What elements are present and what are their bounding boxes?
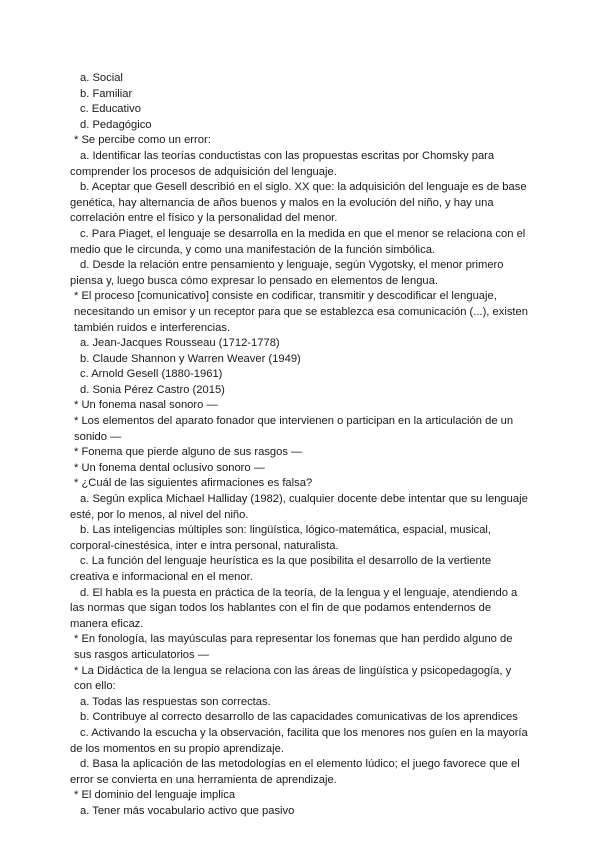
answer-option: c. Activando la escucha y la observación, facilita que los menores nos guíen en la mayoría de los momentos en su propio aprendizaje. <box>70 726 528 755</box>
answer-option: b. Las inteligencias múltiples son: lingüística, lógico-matemática, espacial, musical, corporal-cinestésica, inter e intra personal, naturalista. <box>70 524 492 552</box>
question-line: * El proceso [comunicativo] consiste en codificar, transmitir y descodificar el lenguaje, necesitando un emisor y un receptor para que se establezca esa comunicación (...), existen también ruidos e interferencias. <box>74 290 528 334</box>
answer-option: a. Según explica Michael Halliday (1982), cualquier docente debe intentar que su lenguaje esté, por lo menos, al nivel del niño. <box>70 493 528 521</box>
document-body <box>70 71 532 820</box>
answer-option: d. Basa la aplicación de las metodologías en el elemento lúdico; el juego favorece que el error se convierta en una herramienta de aprendizaje. <box>70 758 520 786</box>
answer-option: a. Todas las respuestas son correctas. <box>80 695 271 708</box>
answer-option: a. Jean-Jacques Rousseau (1712-1778) <box>80 337 280 350</box>
question-line: * Los elementos del aparato fonador que intervienen o participan en la articulación de un sonido — <box>74 415 514 443</box>
answer-option: a. Social <box>80 72 123 84</box>
answer-option: b. Contribuye al correcto desarrollo de las capacidades comunicativas de los aprendices <box>80 711 518 724</box>
question-line: * ¿Cuál de las siguientes afirmaciones es falsa? <box>74 477 313 490</box>
answer-option: c. Educativo <box>80 103 141 116</box>
answer-option: d. Desde la relación entre pensamiento y lenguaje, según Vygotsky, el menor primero piensa y, luego busca cómo expresar lo pensado en elementos de lengua. <box>70 259 504 287</box>
answer-option: d. El habla es la puesta en práctica de la teoría, de la lengua y el lenguaje, atendiendo a las normas que sigan todos los hablantes con el fin de que podamos entendernos de manera eficaz. <box>70 586 518 630</box>
question-line: * Un fonema nasal sonoro — <box>74 399 218 412</box>
question-line: * La Didáctica de la lengua se relaciona con las áreas de lingüística y psicopedagogía, y con ello: <box>74 664 512 693</box>
answer-option: c. Arnold Gesell (1880-1961) <box>80 368 223 381</box>
question-line: * En fonología, las mayúsculas para representar los fonemas que han perdido alguno de sus rasgos articulatorios — <box>74 633 513 661</box>
question-line: * Se percibe como un error: <box>74 134 211 147</box>
answer-option: a. Tener más vocabulario activo que pasivo <box>80 804 295 817</box>
answer-option: d. Sonia Pérez Castro (2015) <box>80 383 225 396</box>
question-line: * Un fonema dental oclusivo sonoro — <box>74 461 265 474</box>
answer-option: b. Familiar <box>80 87 133 100</box>
answer-option: b. Claude Shannon y Warren Weaver (1949) <box>80 352 301 365</box>
answer-option: b. Aceptar que Gesell describió en el siglo. XX que: la adquisición del lenguaje es de base genética, hay alternancia de años buenos y malos en la evolución del niño, y hay una correlación entre el físico y la personalidad del menor. <box>70 181 527 225</box>
question-line: * El dominio del lenguaje implica <box>74 789 236 802</box>
answer-option: a. Identificar las teorías conductistas con las propuestas escritas por Chomsky para comprender los procesos de adquisición del lenguaje. <box>70 149 495 178</box>
answer-option: c. La función del lenguaje heurística es la que posibilita el desarrollo de la vertiente creativa e informacional en el menor. <box>70 555 492 583</box>
question-line: * Fonema que pierde alguno de sus rasgos — <box>74 446 303 459</box>
answer-option: c. Para Piaget, el lenguaje se desarrolla en la medida en que el menor se relaciona con el medio que le circunda, y como una manifestación de la función simbólica. <box>70 227 526 256</box>
answer-option: d. Pedagógico <box>80 118 152 131</box>
